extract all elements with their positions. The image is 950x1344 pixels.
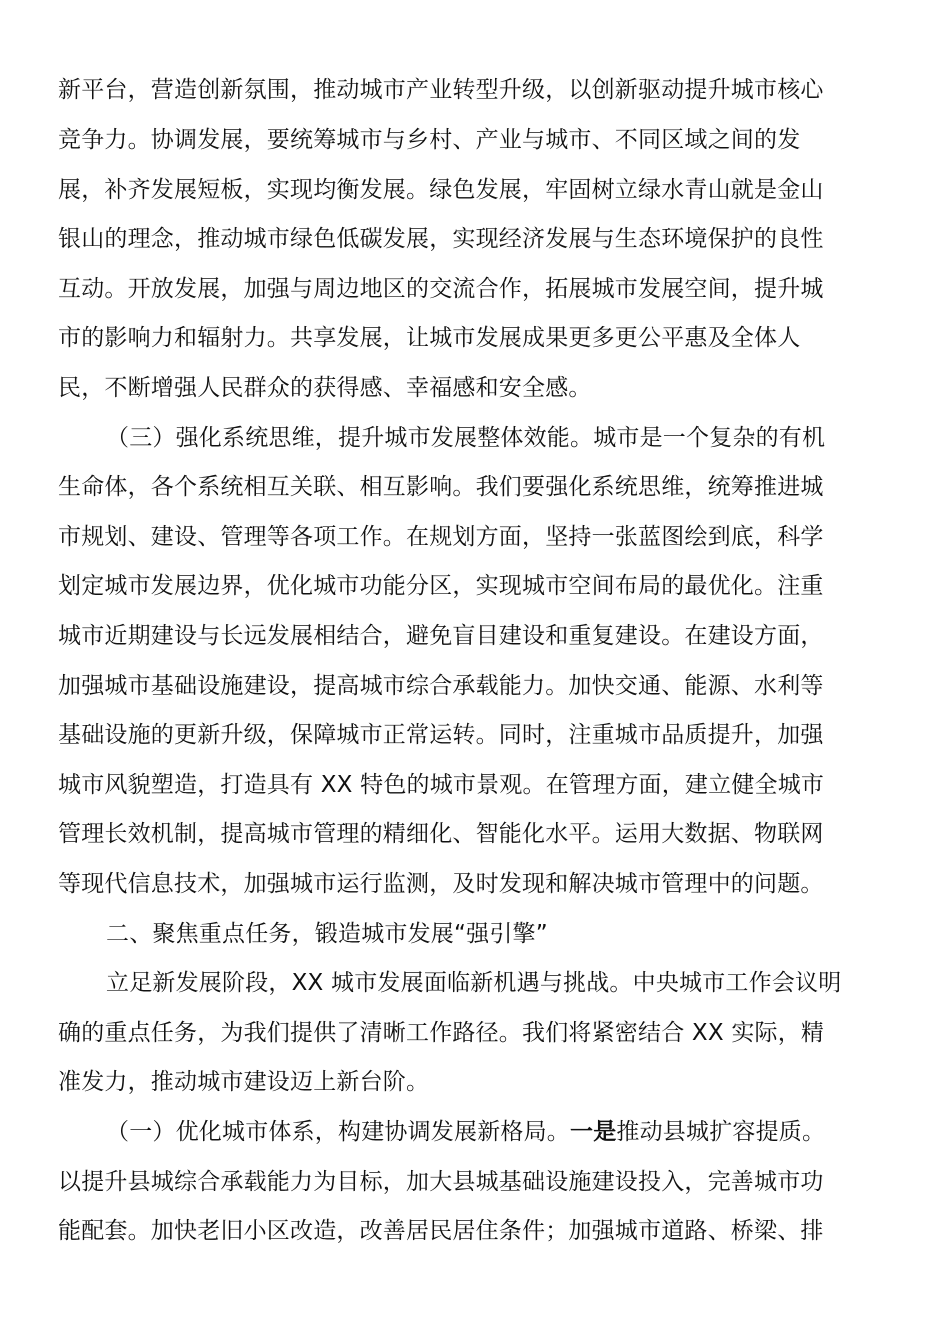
section-3-heading-line: （三）强化系统思维，提升城市发展整体效能。城市是一个复杂的有机 (106, 425, 826, 451)
first-item-marker: 一是 (570, 1119, 617, 1145)
paragraph-line-7: 民，不断增强人民群众的获得感、幸福感和安全感。 (58, 375, 592, 401)
paragraph-line-16: 管理长效机制，提高城市管理的精细化、智能化水平。运用大数据、物联网 (58, 821, 824, 847)
paragraph-line-12: 城市近期建设与长远发展相结合，避免盲目建设和重复建设。在建设方面， (58, 623, 824, 649)
paragraph-line-19: 立足新发展阶段，XX 城市发展面临新机遇与挑战。中央城市工作会议明 (106, 970, 842, 996)
paragraph-line-6: 市的影响力和辐射力。共享发展，让城市发展成果更多更公平惠及全体人 (58, 325, 801, 351)
paragraph-line-20: 确的重点任务，为我们提供了清晰工作路径。我们将紧密结合 XX 实际，精 (58, 1020, 825, 1046)
paragraph-line-4: 银山的理念，推动城市绿色低碳发展，实现经济发展与生态环境保护的良性 (58, 226, 824, 252)
paragraph-line-2: 竞争力。协调发展，要统筹城市与乡村、产业与城市、不同区域之间的发 (58, 127, 801, 153)
section-2-heading: 二、聚焦重点任务，锻造城市发展“强引擎” (106, 921, 548, 947)
section-2-1-title: （一）优化城市体系，构建协调发展新格局。 (106, 1119, 570, 1145)
paragraph-line-11: 划定城市发展边界，优化城市功能分区，实现城市空间布局的最优化。注重 (58, 573, 824, 599)
paragraph-line-14: 基础设施的更新升级，保障城市正常运转。同时，注重城市品质提升，加强 (58, 722, 824, 748)
paragraph-line-24: 能配套。加快老旧小区改造，改善居民居住条件；加强城市道路、桥梁、排 (58, 1218, 824, 1244)
paragraph-line-9: 生命体，各个系统相互关联、相互影响。我们要强化系统思维，统筹推进城 (58, 474, 824, 500)
paragraph-line-5: 互动。开放发展，加强与周边地区的交流合作，拓展城市发展空间，提升城 (58, 276, 824, 302)
section-2-1-heading-line (106, 1118, 825, 1146)
paragraph-line-15: 城市风貌塑造，打造具有 XX 特色的城市景观。在管理方面，建立健全城市 (58, 772, 825, 798)
paragraph-line-1: 新平台，营造创新氛围，推动城市产业转型升级，以创新驱动提升城市核心 (58, 77, 824, 103)
first-item-text: 推动县城扩容提质。 (616, 1119, 826, 1145)
paragraph-line-3: 展，补齐发展短板，实现均衡发展。绿色发展，牢固树立绿水青山就是金山 (58, 177, 824, 203)
paragraph-line-17: 等现代信息技术，加强城市运行监测，及时发现和解决城市管理中的问题。 (58, 871, 824, 897)
paragraph-line-23: 以提升县城综合承载能力为目标，加大县城基础设施建设投入，完善城市功 (58, 1169, 824, 1195)
paragraph-line-13: 加强城市基础设施建设，提高城市综合承载能力。加快交通、能源、水利等 (58, 673, 824, 699)
paragraph-line-21: 准发力，推动城市建设迈上新台阶。 (58, 1069, 430, 1095)
paragraph-line-10: 市规划、建设、管理等各项工作。在规划方面，坚持一张蓝图绘到底，科学 (58, 524, 824, 550)
